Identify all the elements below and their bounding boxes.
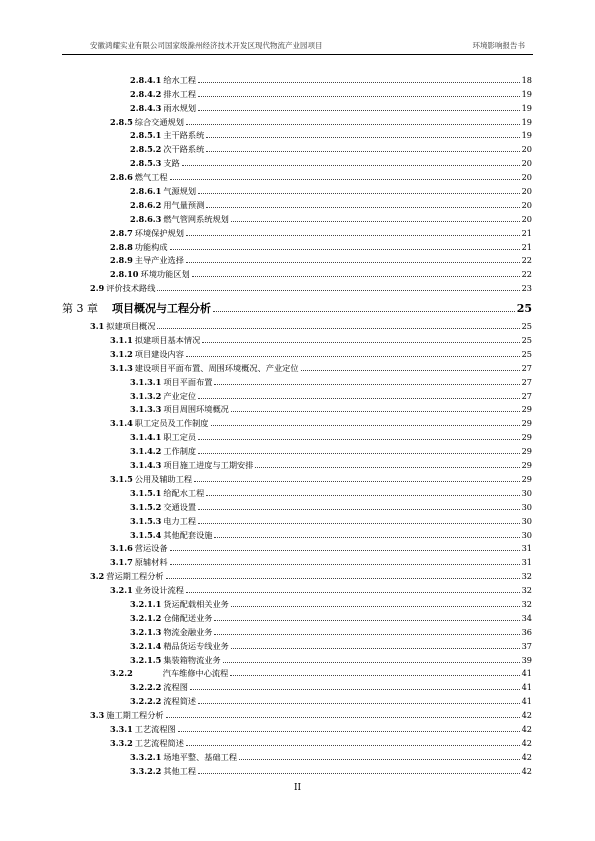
toc-entry[interactable] bbox=[62, 317, 532, 331]
toc-entry[interactable] bbox=[62, 498, 532, 512]
toc-entry-title: 精品货运专线业务 bbox=[163, 640, 229, 651]
toc-entry-page: 19 bbox=[521, 102, 532, 113]
toc-entry-page: 25 bbox=[521, 335, 532, 346]
header-report-title: 环境影响报告书 bbox=[472, 41, 525, 50]
toc-entry-number: 3.1.4.2 bbox=[130, 446, 162, 457]
toc-entry-page: 31 bbox=[521, 543, 532, 554]
toc-entry[interactable] bbox=[62, 540, 532, 554]
toc-entry-title: 工作制度 bbox=[163, 446, 197, 457]
page-number: II bbox=[293, 783, 302, 793]
toc-leader-dots bbox=[186, 355, 520, 357]
toc-entry-page: 27 bbox=[521, 376, 532, 387]
toc-entry-title: 燃气工程 bbox=[134, 172, 168, 183]
toc-entry-page: 42 bbox=[521, 751, 532, 762]
toc-entry[interactable] bbox=[62, 526, 532, 540]
toc-leader-dots bbox=[170, 563, 520, 565]
toc-leader-dots bbox=[202, 341, 519, 343]
toc-entry[interactable] bbox=[62, 265, 532, 279]
toc-entry-page: 18 bbox=[521, 74, 532, 85]
toc-entry[interactable] bbox=[62, 359, 532, 373]
toc-entry-number: 3.2.1.4 bbox=[130, 640, 162, 651]
toc-entry[interactable] bbox=[62, 470, 532, 484]
toc-leader-dots bbox=[157, 289, 519, 291]
toc-entry-number: 2.8.4.3 bbox=[130, 102, 162, 113]
toc-entry-page: 32 bbox=[521, 585, 532, 596]
toc-entry[interactable] bbox=[62, 414, 532, 428]
toc-entry-title: 雨水规划 bbox=[163, 102, 197, 113]
toc-entry-number: 3.1.4 bbox=[110, 418, 133, 429]
toc-entry[interactable] bbox=[62, 168, 532, 182]
toc-entry[interactable] bbox=[62, 748, 532, 762]
toc-entry-number: 3.1.5.1 bbox=[130, 487, 162, 498]
toc-leader-dots bbox=[211, 424, 520, 426]
toc-leader-dots bbox=[194, 480, 519, 482]
toc-leader-dots bbox=[190, 688, 520, 690]
toc-entry-number: 3.2.2 bbox=[110, 668, 133, 679]
toc-leader-dots bbox=[198, 438, 519, 440]
toc-entry-number: 3.1.3 bbox=[110, 362, 133, 373]
toc-leader-dots bbox=[255, 466, 519, 468]
toc-entry[interactable] bbox=[62, 252, 532, 266]
toc-entry-page: 20 bbox=[521, 199, 532, 210]
toc-entry-page: 31 bbox=[521, 557, 532, 568]
toc-entry-page: 22 bbox=[521, 255, 532, 266]
toc-entry-number: 2.8.9 bbox=[110, 255, 133, 266]
toc-entry-title: 项目概况与工程分析 bbox=[112, 302, 211, 316]
toc-entry-number: 3.3.2.2 bbox=[130, 765, 162, 776]
toc-leader-dots bbox=[186, 591, 520, 593]
toc-entry-title: 环境功能区划 bbox=[140, 269, 190, 280]
toc-entry-title: 职工定员及工作制度 bbox=[134, 418, 209, 429]
toc-leader-dots bbox=[198, 192, 519, 194]
toc-entry[interactable] bbox=[62, 623, 532, 637]
table-of-contents bbox=[62, 71, 532, 776]
toc-leader-dots bbox=[198, 109, 519, 111]
toc-entry[interactable] bbox=[62, 734, 532, 748]
toc-entry-number: 3.1.3.2 bbox=[130, 390, 162, 401]
toc-entry-number: 3.1.6 bbox=[110, 543, 133, 554]
toc-entry[interactable] bbox=[62, 595, 532, 609]
toc-entry-page: 29 bbox=[521, 418, 532, 429]
toc-entry-page: 25 bbox=[521, 348, 532, 359]
toc-entry-title: 其他配套设施 bbox=[163, 529, 213, 540]
toc-entry-page: 36 bbox=[521, 626, 532, 637]
toc-entry-title: 主干路系统 bbox=[163, 130, 205, 141]
toc-entry-number: 3.2.1 bbox=[110, 585, 133, 596]
toc-entry[interactable] bbox=[62, 71, 532, 85]
toc-entry-title: 给配水工程 bbox=[163, 487, 205, 498]
toc-entry-page: 25 bbox=[516, 302, 532, 316]
toc-entry-page: 20 bbox=[521, 172, 532, 183]
toc-leader-dots bbox=[301, 369, 520, 371]
toc-entry-title: 场地平整、基础工程 bbox=[163, 751, 238, 762]
toc-entry-number: 2.8.4.2 bbox=[130, 88, 162, 99]
toc-entry-page: 41 bbox=[521, 682, 532, 693]
toc-entry-title: 拟建项目基本情况 bbox=[134, 335, 201, 346]
toc-entry[interactable] bbox=[62, 567, 532, 581]
toc-entry-title: 仓储配送业务 bbox=[163, 612, 213, 623]
toc-entry[interactable] bbox=[62, 401, 532, 415]
toc-entry-page: 29 bbox=[521, 432, 532, 443]
toc-entry-title: 主导产业选择 bbox=[134, 255, 184, 266]
toc-leader-dots bbox=[214, 383, 519, 385]
toc-entry-number: 3.2.1.5 bbox=[130, 654, 162, 665]
toc-entry[interactable] bbox=[62, 484, 532, 498]
toc-entry-title: 燃气管网系统规划 bbox=[163, 213, 229, 224]
toc-entry[interactable] bbox=[62, 678, 532, 692]
toc-entry-title: 排水工程 bbox=[163, 88, 197, 99]
toc-entry-number: 3.1.5.4 bbox=[130, 529, 162, 540]
toc-entry[interactable] bbox=[62, 154, 532, 168]
toc-entry-number: 3.1.5.3 bbox=[130, 515, 162, 526]
toc-entry-page: 21 bbox=[521, 227, 532, 238]
toc-entry-page: 30 bbox=[521, 501, 532, 512]
toc-entry-title: 评价技术路线 bbox=[106, 283, 156, 294]
toc-leader-dots bbox=[192, 275, 520, 277]
toc-entry-title: 营运设备 bbox=[134, 543, 168, 554]
toc-leader-dots bbox=[231, 410, 520, 412]
toc-entry[interactable] bbox=[62, 99, 532, 113]
toc-leader-dots bbox=[198, 81, 519, 83]
toc-entry-page: 42 bbox=[521, 737, 532, 748]
toc-entry-title: 支路 bbox=[163, 158, 180, 169]
toc-entry[interactable] bbox=[62, 113, 532, 127]
toc-entry-page: 20 bbox=[521, 213, 532, 224]
toc-entry-page: 42 bbox=[521, 723, 532, 734]
toc-entry-title: 流程图 bbox=[163, 682, 188, 693]
toc-entry-number: 3.3.2 bbox=[110, 737, 133, 748]
toc-chapter-entry[interactable] bbox=[62, 295, 532, 314]
toc-leader-dots bbox=[170, 248, 520, 250]
toc-entry-title: 用气量预测 bbox=[163, 199, 205, 210]
toc-entry-number: 3.1.7 bbox=[110, 557, 133, 568]
toc-entry-title: 工艺流程图 bbox=[134, 723, 176, 734]
toc-entry-page: 39 bbox=[521, 654, 532, 665]
toc-entry-page: 30 bbox=[521, 529, 532, 540]
toc-entry-page: 19 bbox=[521, 130, 532, 141]
toc-entry-number: 3.2.1.3 bbox=[130, 626, 162, 637]
toc-leader-dots bbox=[213, 310, 515, 312]
toc-entry[interactable] bbox=[62, 428, 532, 442]
toc-entry-number: 2.8.5.1 bbox=[130, 130, 162, 141]
toc-entry-number: 2.8.4.1 bbox=[130, 74, 162, 85]
toc-entry-page: 29 bbox=[521, 446, 532, 457]
toc-entry-page: 37 bbox=[521, 640, 532, 651]
toc-leader-dots bbox=[223, 661, 520, 663]
toc-entry-number: 3.1 bbox=[90, 321, 105, 332]
toc-leader-dots bbox=[214, 633, 519, 635]
toc-entry-page: 29 bbox=[521, 473, 532, 484]
toc-entry-page: 29 bbox=[521, 460, 532, 471]
toc-leader-dots bbox=[198, 772, 519, 774]
toc-leader-dots bbox=[186, 261, 520, 263]
toc-entry-title: 拟建项目概况 bbox=[106, 321, 156, 332]
toc-entry[interactable] bbox=[62, 706, 532, 720]
toc-entry-number: 2.8.7 bbox=[110, 227, 133, 238]
toc-leader-dots bbox=[206, 206, 519, 208]
toc-entry[interactable] bbox=[62, 279, 532, 293]
toc-entry-number: 2.9 bbox=[90, 283, 105, 294]
toc-leader-dots bbox=[206, 136, 519, 138]
toc-entry[interactable] bbox=[62, 373, 532, 387]
toc-entry[interactable] bbox=[62, 720, 532, 734]
toc-entry[interactable] bbox=[62, 140, 532, 154]
toc-entry-number: 3.1.3.3 bbox=[130, 404, 162, 415]
toc-entry-page: 22 bbox=[521, 269, 532, 280]
toc-entry-page: 27 bbox=[521, 390, 532, 401]
toc-entry-title: 工艺流程简述 bbox=[134, 737, 184, 748]
toc-leader-dots bbox=[231, 220, 520, 222]
toc-entry-title: 其他工程 bbox=[163, 765, 197, 776]
toc-entry-page: 30 bbox=[521, 515, 532, 526]
toc-entry[interactable] bbox=[62, 127, 532, 141]
toc-entry-number: 3.1.4.3 bbox=[130, 460, 162, 471]
toc-entry-title: 原辅材料 bbox=[134, 557, 168, 568]
toc-entry-number: 2.8.5.2 bbox=[130, 144, 162, 155]
toc-entry-number: 2.8.6.1 bbox=[130, 186, 162, 197]
toc-entry-number: 3.1.1 bbox=[110, 335, 133, 346]
toc-leader-dots bbox=[239, 758, 520, 760]
toc-leader-dots bbox=[186, 123, 520, 125]
toc-entry-number: 第 3 章 bbox=[62, 302, 98, 316]
toc-entry-page: 41 bbox=[521, 668, 532, 679]
toc-entry[interactable] bbox=[62, 512, 532, 526]
toc-entry[interactable] bbox=[62, 210, 532, 224]
toc-entry-page: 41 bbox=[521, 696, 532, 707]
toc-entry[interactable] bbox=[62, 331, 532, 345]
header-divider bbox=[62, 54, 533, 55]
toc-leader-dots bbox=[198, 522, 519, 524]
toc-entry-page: 20 bbox=[521, 144, 532, 155]
toc-entry-number: 3.2.2.2 bbox=[130, 682, 162, 693]
toc-entry-page: 19 bbox=[521, 116, 532, 127]
toc-entry-page: 20 bbox=[521, 158, 532, 169]
toc-leader-dots bbox=[166, 577, 520, 579]
toc-leader-dots bbox=[230, 674, 519, 676]
toc-entry-title: 交通设置 bbox=[163, 501, 197, 512]
toc-leader-dots bbox=[166, 716, 520, 718]
toc-entry-number: 2.8.5.3 bbox=[130, 158, 162, 169]
toc-entry[interactable] bbox=[62, 553, 532, 567]
toc-entry[interactable] bbox=[62, 238, 532, 252]
page-header bbox=[62, 40, 533, 52]
toc-entry-title: 产业定位 bbox=[163, 390, 197, 401]
toc-entry-title: 项目施工进度与工期安排 bbox=[163, 460, 254, 471]
toc-entry[interactable] bbox=[62, 345, 532, 359]
toc-leader-dots bbox=[198, 397, 519, 399]
toc-entry-title: 流程简述 bbox=[163, 696, 197, 707]
toc-entry-page: 20 bbox=[521, 186, 532, 197]
toc-leader-dots bbox=[198, 702, 519, 704]
toc-entry-page: 23 bbox=[521, 283, 532, 294]
toc-entry-number: 3.1.2 bbox=[110, 348, 133, 359]
toc-entry[interactable] bbox=[62, 182, 532, 196]
toc-entry[interactable] bbox=[62, 637, 532, 651]
toc-entry-title: 综合交通规划 bbox=[134, 116, 184, 127]
toc-entry-title: 环境保护规划 bbox=[134, 227, 184, 238]
toc-entry-number: 3.2 bbox=[90, 571, 105, 582]
toc-leader-dots bbox=[231, 647, 520, 649]
toc-entry[interactable] bbox=[62, 224, 532, 238]
toc-entry-page: 42 bbox=[521, 765, 532, 776]
toc-entry-title: 给水工程 bbox=[163, 74, 197, 85]
toc-entry[interactable] bbox=[62, 651, 532, 665]
toc-leader-dots bbox=[198, 508, 519, 510]
toc-entry-number: 3.1.3.1 bbox=[130, 376, 162, 387]
toc-entry-number: 2.8.6 bbox=[110, 172, 133, 183]
toc-leader-dots bbox=[206, 494, 519, 496]
toc-entry[interactable] bbox=[62, 665, 532, 679]
toc-entry-page: 29 bbox=[521, 404, 532, 415]
toc-leader-dots bbox=[170, 178, 520, 180]
toc-leader-dots bbox=[182, 164, 520, 166]
toc-entry[interactable] bbox=[62, 387, 532, 401]
toc-entry-number: 3.3.2.1 bbox=[130, 751, 162, 762]
header-project-title: 安徽鸿耀实业有限公司国家级滁州经济技术开发区现代物流产业园项目 bbox=[90, 41, 323, 50]
toc-entry-title: 电力工程 bbox=[163, 515, 197, 526]
toc-entry[interactable] bbox=[62, 85, 532, 99]
toc-entry-number: 2.8.5 bbox=[110, 116, 133, 127]
toc-entry-number: 3.1.5 bbox=[110, 473, 133, 484]
toc-entry-number: 2.8.6.3 bbox=[130, 213, 162, 224]
toc-entry-number: 2.8.10 bbox=[110, 269, 139, 280]
toc-entry-number: 3.2.2.2 bbox=[130, 696, 162, 707]
toc-entry-title: 集装箱物流业务 bbox=[163, 654, 221, 665]
toc-entry-number: 3.3 bbox=[90, 710, 105, 721]
toc-leader-dots bbox=[186, 234, 520, 236]
toc-leader-dots bbox=[157, 327, 519, 329]
toc-entry-title: 项目平面布置 bbox=[163, 376, 213, 387]
toc-entry-page: 25 bbox=[521, 321, 532, 332]
toc-entry[interactable] bbox=[62, 456, 532, 470]
toc-entry-number: 3.2.1.1 bbox=[130, 598, 162, 609]
toc-entry-page: 42 bbox=[521, 710, 532, 721]
toc-entry-title: 项目周围环境概况 bbox=[163, 404, 229, 415]
toc-entry-title: 货运配载相关业务 bbox=[163, 598, 229, 609]
toc-entry-title: 建设项目平面布置、周围环境概况、产业定位 bbox=[134, 362, 299, 373]
toc-entry[interactable] bbox=[62, 581, 532, 595]
toc-entry-title: 项目建设内容 bbox=[134, 348, 184, 359]
toc-entry-title: 职工定员 bbox=[163, 432, 197, 443]
toc-leader-dots bbox=[214, 619, 519, 621]
toc-leader-dots bbox=[198, 95, 519, 97]
toc-entry-page: 30 bbox=[521, 487, 532, 498]
toc-entry-title: 施工期工程分析 bbox=[106, 710, 164, 721]
toc-entry-page: 32 bbox=[521, 598, 532, 609]
toc-entry-page: 27 bbox=[521, 362, 532, 373]
toc-entry-number: 3.1.4.1 bbox=[130, 432, 162, 443]
toc-entry-title: 气源规划 bbox=[163, 186, 197, 197]
toc-entry[interactable] bbox=[62, 196, 532, 210]
toc-entry[interactable] bbox=[62, 442, 532, 456]
toc-entry-page: 34 bbox=[521, 612, 532, 623]
toc-entry-title: 公用及辅助工程 bbox=[134, 473, 193, 484]
toc-entry-title: 汽车维修中心流程 bbox=[162, 668, 229, 679]
toc-leader-dots bbox=[198, 452, 519, 454]
toc-entry-number: 3.1.5.2 bbox=[130, 501, 162, 512]
toc-entry-number: 3.3.1 bbox=[110, 723, 133, 734]
toc-entry-title: 功能构成 bbox=[134, 241, 168, 252]
toc-leader-dots bbox=[170, 549, 520, 551]
toc-leader-dots bbox=[186, 744, 520, 746]
toc-entry-title: 次干路系统 bbox=[163, 144, 205, 155]
toc-entry-page: 21 bbox=[521, 241, 532, 252]
toc-entry-title: 物流金融业务 bbox=[163, 626, 213, 637]
toc-entry-number: 3.2.1.2 bbox=[130, 612, 162, 623]
toc-leader-dots bbox=[231, 605, 520, 607]
toc-entry-page: 32 bbox=[521, 571, 532, 582]
toc-entry-title: 业务设计流程 bbox=[134, 585, 184, 596]
toc-entry-number: 2.8.8 bbox=[110, 241, 133, 252]
toc-entry-title: 营运期工程分析 bbox=[106, 571, 164, 582]
toc-entry[interactable] bbox=[62, 762, 532, 776]
toc-leader-dots bbox=[206, 150, 519, 152]
toc-leader-dots bbox=[214, 536, 519, 538]
toc-entry[interactable] bbox=[62, 609, 532, 623]
toc-entry-page: 19 bbox=[521, 88, 532, 99]
toc-entry-number: 2.8.6.2 bbox=[130, 199, 162, 210]
toc-entry[interactable] bbox=[62, 692, 532, 706]
toc-leader-dots bbox=[178, 730, 520, 732]
